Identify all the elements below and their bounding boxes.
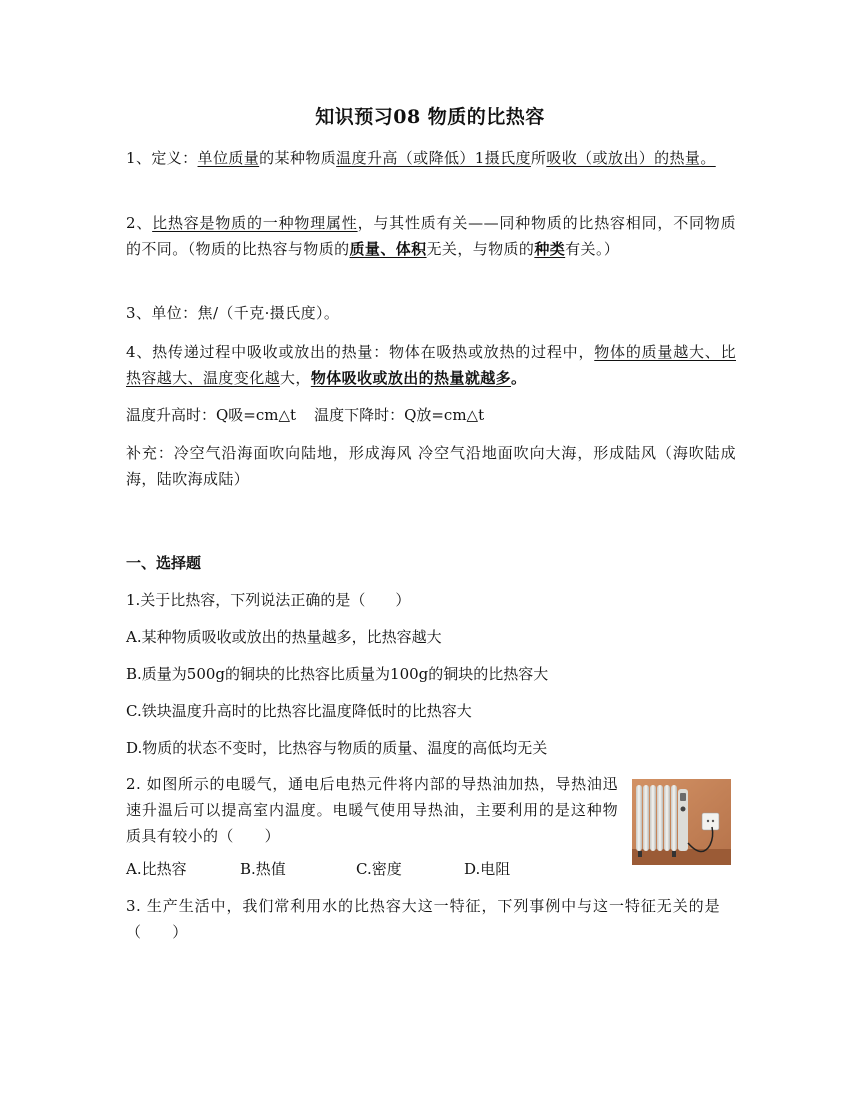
unit-paragraph: 3、单位：焦/（千克·摄氏度）。: [126, 304, 340, 322]
supplement-paragraph: 补充：冷空气沿海面吹向陆地，形成海风 冷空气沿地面吹向大海，形成陆风（海吹陆成海，陆吹海成陆）: [126, 444, 736, 488]
property-paragraph: 2、比热容是物质的一种物理属性，与其性质有关——同种物质的比热容相同，不同物质的不同。（物质的比热容与物质的质量、体积无关，与物质的种类有关。）: [126, 214, 737, 258]
definition-paragraph: 1、定义：单位质量的某种物质温度升高（或降低）1摄氏度所吸收（或放出）的热量。: [126, 149, 716, 167]
question-3-stem: 3. 生产生活中，我们常利用水的比热容大这一特征，下列事例中与这一特征无关的是（ ）: [126, 897, 720, 941]
question-1-stem: 1.关于比热容，下列说法正确的是（ ）: [126, 591, 411, 609]
formula-line: [126, 405, 484, 425]
oil-heater-image: [632, 779, 731, 865]
question-1-option-c: C.铁块温度升高时的比热容比温度降低时的比热容大: [126, 702, 472, 720]
question-1-option-d: D.物质的状态不变时，比热容与物质的质量、温度的高低均无关: [126, 739, 548, 757]
formula-temperature-rise: 温度升高时：Q吸=cm△t: [126, 406, 297, 424]
question-2-option-c: C.密度: [356, 860, 402, 878]
question-2-option-b: B.热值: [240, 860, 286, 878]
heat-transfer-paragraph: 4、热传递过程中吸收或放出的热量：物体在吸热或放热的过程中，物体的质量越大、比热容越大、温度变化越大，物体吸收或放出的热量就越多。: [126, 343, 736, 387]
question-2-option-a: A.比热容: [126, 860, 187, 878]
question-1-option-b: B.质量为500g的铜块的比热容比质量为100g的铜块的比热容大: [126, 665, 549, 683]
formula-temperature-drop: 温度下降时：Q放=cm△t: [314, 406, 485, 424]
page-title: 知识预习08 物质的比热容: [315, 106, 545, 128]
question-2-option-d: D.电阻: [464, 860, 511, 878]
section-heading: 一、选择题: [126, 554, 202, 572]
question-2-options: [126, 859, 510, 879]
question-1-option-a: A.某种物质吸收或放出的热量越多，比热容越大: [126, 628, 442, 646]
question-2-stem: 2. 如图所示的电暖气，通电后电热元件将内部的导热油加热，导热油迅速升温后可以提高室内温度。电暖气使用导热油，主要利用的是这种物质具有较小的（ ）: [126, 775, 618, 845]
